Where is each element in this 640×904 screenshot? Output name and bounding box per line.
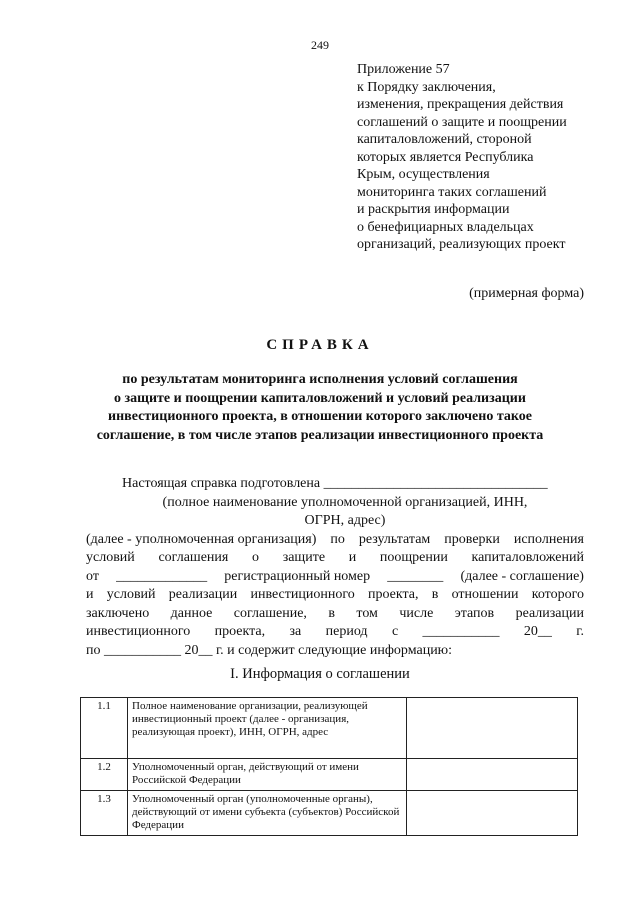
agreement-info-table [80,697,578,836]
word: (далее - соглашение) [460,568,584,584]
word: проверки [444,531,500,547]
word: инвестиционного [86,624,191,639]
appendix-line: Приложение 57 [357,62,450,77]
word: соглашение, [233,605,307,621]
subtitle-line: о защите и поощрении капиталовложений и условий реализации [114,390,526,406]
word: которого [531,587,584,602]
table-row [81,759,578,791]
intro-paragraph [86,475,584,660]
document-subtitle [60,371,580,445]
word: и [348,550,357,565]
table-row [81,698,578,759]
word: ________ [387,568,444,584]
page-number: 249 [311,38,329,52]
word: 20__ [523,624,552,639]
word: заключено [86,605,150,621]
word: условий [106,587,156,602]
intro-line [86,568,584,587]
word: в [328,605,335,621]
appendix-line: организаций, реализующих проект [357,237,566,252]
word: реализации [168,587,238,602]
appendix-line: капиталовложений, стороной [357,132,532,147]
word: г. [576,624,584,639]
document-title: СПРАВКА [266,337,374,353]
form-note: (примерная форма) [469,286,584,301]
row-value [407,698,578,759]
row-label: Уполномоченный орган (уполномоченные органы), действующий от имени субъекта (субъектов) Российской Федерации [128,791,407,836]
row-label: Полное наименование организации, реализующей инвестиционный проект (далее - организация, реализующая проект), ИНН, ОГРН, адрес [128,698,407,759]
row-label: Уполномоченный орган, действующий от имени Российской Федерации [128,759,407,791]
intro-line [86,605,584,624]
word: соглашения [158,550,229,565]
appendix-line: к Порядку заключения, [357,79,496,95]
word: по [330,531,345,547]
word: период [325,624,368,639]
appendix-line: о бенефициарных владельцах [357,219,534,235]
intro-line [86,531,584,550]
word: результатам [358,531,431,547]
word: ___________ [422,624,500,639]
word: отношении [451,587,519,602]
intro-line [86,623,584,642]
word: в [431,587,439,602]
word: и [86,587,94,602]
appendix-line: изменения, прекращения действия [357,97,564,112]
appendix-block [357,61,567,254]
row-number: 1.1 [81,698,128,759]
section-title: I. Информация о соглашении [230,666,410,682]
word: исполнения [513,531,584,547]
word: от [86,568,99,584]
subtitle-line: соглашение, в том числе этапов реализации инвестиционного проекта [96,427,544,443]
word: с [391,624,399,639]
word: инвестиционного [250,587,355,602]
word: о [252,550,260,565]
intro-line: по ___________ 20__ г. и содержит следующие информацию: [86,642,453,658]
row-number: 1.3 [81,791,128,836]
word: за [289,624,302,639]
intro-line [86,586,584,605]
word: (далее - уполномоченная организация) [86,531,317,547]
subtitle-line: инвестиционного проекта, в отношении которого заключено такое [108,409,532,424]
appendix-line: которых является Республика [357,149,534,165]
appendix-line: Крым, осуществления [357,167,490,182]
appendix-line: соглашений о защите и поощрении [357,114,567,130]
word: проекта, [214,624,266,639]
appendix-line: мониторинга таких соглашений [357,184,547,200]
word: данное [170,605,213,621]
word: регистрационный номер [224,568,371,584]
word: защите [282,550,326,565]
row-value [407,759,578,791]
row-number: 1.2 [81,759,128,791]
appendix-line: и раскрытия информации [357,202,510,217]
word: условий [86,550,135,565]
word: _____________ [116,568,208,584]
word: этапов [454,605,495,621]
intro-hint: ОГРН, адрес) [304,513,386,528]
word: поощрении [379,550,448,565]
word: числе [399,605,434,621]
word: том [356,605,378,621]
intro-line: Настоящая справка подготовлена ________________________________ [122,476,548,491]
word: капиталовложений [471,550,584,565]
word: реализации [515,605,584,621]
table-row [81,791,578,836]
word: проекта, [367,587,419,602]
row-value [407,791,578,836]
intro-hint: (полное наименование уполномоченной организацией, ИНН, [162,494,528,510]
subtitle-line: по результатам мониторинга исполнения условий соглашения [122,372,518,387]
intro-line [86,549,584,568]
